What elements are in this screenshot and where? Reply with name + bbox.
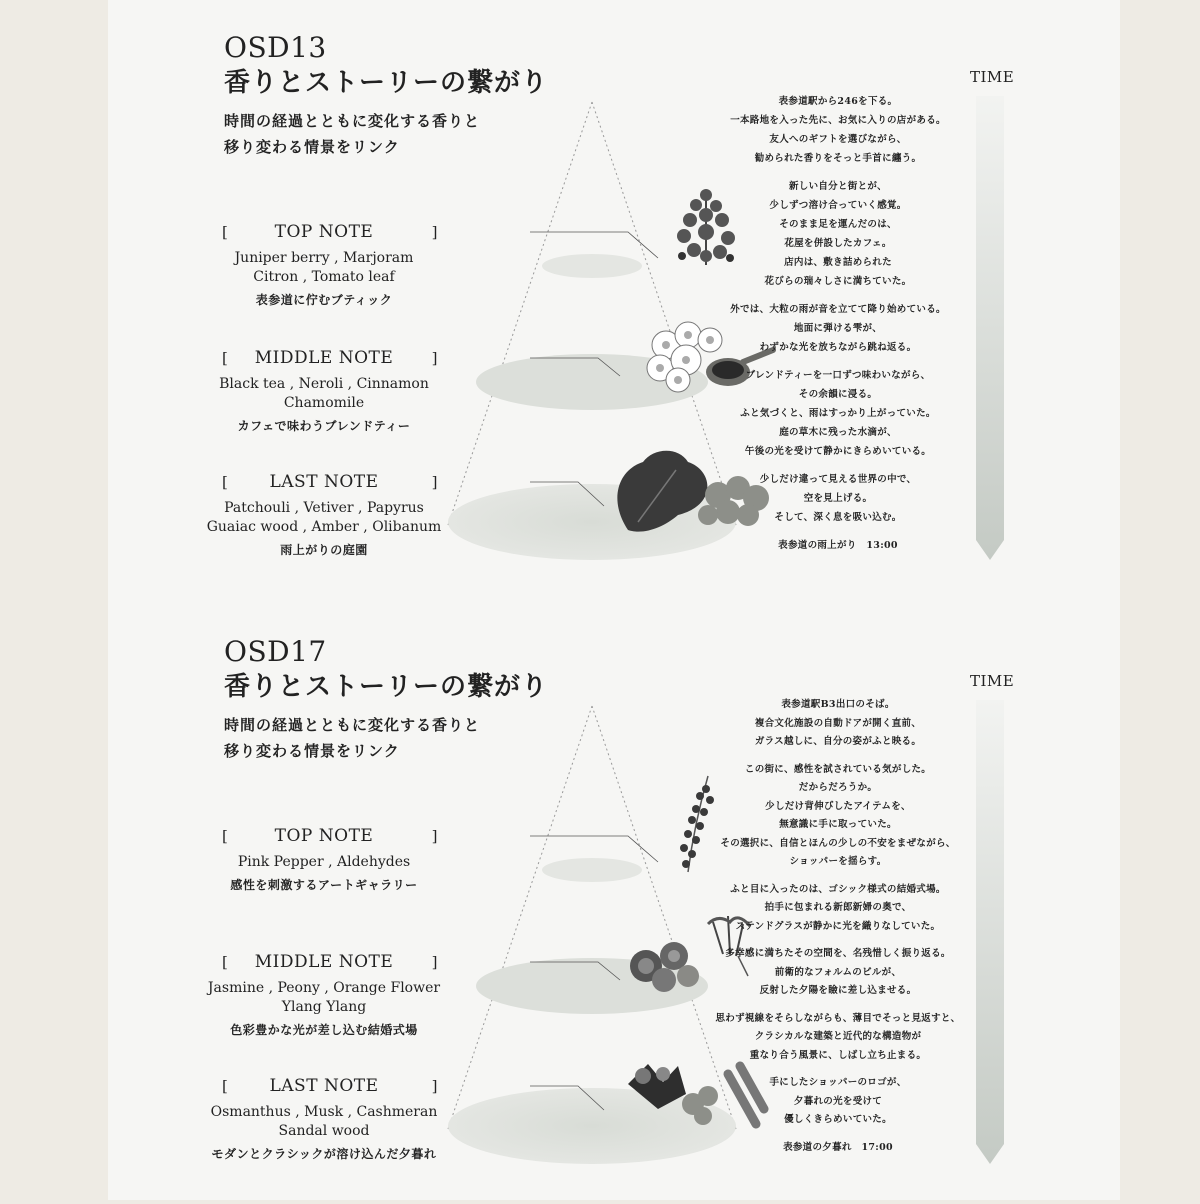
- story-line: 拍手に包まれる新郎新婦の奥で、: [764, 902, 912, 913]
- last-note: [204, 1075, 444, 1163]
- subtitle-line: 時間の経過とともに変化する香りと: [224, 112, 481, 130]
- story-line: 無意識に手に取っていた。: [779, 819, 897, 830]
- page: [108, 0, 1120, 1200]
- story-line: 優しくきらめいていた。: [784, 1114, 892, 1125]
- story-text: [708, 696, 968, 1157]
- note-label: MIDDLE NOTE: [254, 952, 394, 972]
- story-line: 店内は、敷き詰められた: [784, 257, 892, 268]
- ingredient-line: Juniper berry , Marjoram: [234, 250, 414, 266]
- bracket-right-icon: ]: [431, 827, 438, 845]
- story-paragraph: [708, 945, 968, 1001]
- ingredient-line: Pink Pepper , Aldehydes: [237, 854, 411, 870]
- ingredient-line: Ylang Ylang: [281, 999, 367, 1015]
- story-line: クラシカルな建築と近代的な構造物が: [754, 1031, 922, 1042]
- story-line: その選択に、自信とほんの少しの不安をまぜながら、: [720, 837, 956, 849]
- story-line: 少しだけ違って見える世界の中で、: [759, 474, 917, 485]
- story-line: 表参道駅から246を下る。: [778, 96, 898, 107]
- bracket-left-icon: [: [222, 473, 229, 491]
- section-osd13: [108, 0, 1120, 600]
- bracket-right-icon: ]: [431, 349, 438, 367]
- ingredient-line: Black tea , Neroli , Cinnamon: [219, 376, 429, 392]
- story-line: そして、深く息を吸い込む。: [774, 512, 902, 523]
- time-label: TIME: [970, 68, 1015, 86]
- bracket-left-icon: [: [222, 827, 229, 845]
- note-place: カフェで味わうブレンドティー: [237, 419, 411, 433]
- story-paragraph: [708, 696, 968, 752]
- ingredient-line: Patchouli , Vetiver , Papyrus: [224, 500, 424, 516]
- story-line: 多幸感に満ちたその空間を、名残惜しく振り返る。: [725, 948, 951, 959]
- subtitle-line: 時間の経過とともに変化する香りと: [224, 716, 481, 734]
- bracket-right-icon: ]: [431, 1077, 438, 1095]
- story-paragraph: [708, 470, 968, 527]
- section-title: 香りとストーリーの繋がり: [224, 68, 549, 98]
- story-line: 空を見上げる。: [803, 493, 873, 504]
- note-place: 色彩豊かな光が差し込む結婚式場: [230, 1023, 418, 1037]
- bracket-left-icon: [: [222, 1077, 229, 1095]
- note-place: 表参道に佇むブティック: [255, 293, 393, 307]
- ingredient-line: Chamomile: [283, 395, 365, 411]
- story-line: 夕暮れの光を受けて: [793, 1095, 883, 1107]
- story-line: 一本路地を入った先に、お気に入りの店がある。: [730, 115, 946, 126]
- product-code: OSD17: [224, 635, 327, 668]
- story-line: 手にしたショッパーのロゴが、: [769, 1077, 907, 1088]
- note-label: TOP NOTE: [274, 222, 374, 242]
- story-line: ステンドグラスが静かに光を織りなしていた。: [735, 920, 941, 932]
- pyramid-edge-left: [448, 706, 592, 1129]
- story-line: わずかな光を放ちながら跳ね返る。: [759, 342, 917, 353]
- story-line: 庭の草木に残った水滴が、: [779, 427, 897, 438]
- last-note: [204, 471, 444, 559]
- story-paragraph: [708, 300, 968, 357]
- bracket-right-icon: ]: [431, 953, 438, 971]
- subtitle-line: 移り変わる情景をリンク: [224, 742, 400, 760]
- story-line: 午後の光を受けて静かにきらめいている。: [744, 446, 932, 457]
- ingredient-line: Osmanthus , Musk , Cashmeran: [210, 1104, 438, 1120]
- time-arrow-icon: [974, 700, 1006, 1166]
- story-line: 思わず視線をそらしながらも、薄目でそっと見返すと、: [715, 1012, 961, 1024]
- bracket-left-icon: [: [222, 953, 229, 971]
- bracket-right-icon: ]: [431, 473, 438, 491]
- note-label: MIDDLE NOTE: [254, 348, 394, 368]
- note-place: 感性を刺激するアートギャラリー: [230, 878, 418, 892]
- ingredient-line: Jasmine , Peony , Orange Flower: [207, 980, 441, 996]
- bracket-left-icon: [: [222, 349, 229, 367]
- ingredient-line: Citron , Tomato leaf: [253, 269, 395, 285]
- story-line: 少しずつ溶け合っていく感覚。: [769, 200, 907, 211]
- story-line: この街に、感性を試されている気がした。: [744, 763, 932, 775]
- product-code: OSD13: [224, 31, 327, 64]
- middle-note: [204, 951, 444, 1039]
- story-line: その余韻に浸る。: [798, 389, 878, 400]
- pyramid-edge-left: [448, 102, 592, 525]
- story-line: 地面に弾ける雫が、: [793, 323, 883, 334]
- note-place: モダンとクラシックが溶け込んだ夕暮れ: [211, 1147, 437, 1161]
- note-place: 雨上がりの庭園: [280, 543, 368, 557]
- story-paragraph: [708, 177, 968, 291]
- bracket-right-icon: ]: [431, 223, 438, 241]
- story-paragraph: [708, 1074, 968, 1130]
- story-line: 重なり合う風景に、しばし立ち止まる。: [749, 1049, 927, 1061]
- story-paragraph: [708, 1010, 968, 1066]
- top-note-ellipse: [542, 858, 642, 882]
- story-line: 前衛的なフォルムのビルが、: [774, 966, 902, 978]
- story-line: 反射した夕陽を瞼に差し込ませる。: [759, 985, 917, 996]
- story-line: ショッパーを揺らす。: [789, 856, 887, 867]
- story-line: ブレンドティーを一口ずつ味わいながら、: [745, 370, 931, 381]
- story-line: ガラス越しに、自分の姿がふと映る。: [754, 736, 922, 747]
- top-note: [204, 221, 444, 309]
- time-arrow-icon: [974, 96, 1006, 562]
- story-signature: 表参道の夕暮れ 17:00: [783, 1141, 893, 1153]
- story-line: 新しい自分と街とが、: [788, 181, 887, 192]
- story-paragraph: [708, 881, 968, 937]
- bracket-left-icon: [: [222, 223, 229, 241]
- story-line: 少しだけ背伸びしたアイテムを、: [765, 800, 911, 812]
- top-note-ellipse: [542, 254, 642, 278]
- story-line: ふと気づくと、雨はすっかり上がっていた。: [740, 408, 936, 419]
- note-label: LAST NOTE: [269, 472, 379, 492]
- story-line: そのまま足を運んだのは、: [779, 219, 897, 230]
- story-line: 花屋を併設したカフェ。: [784, 238, 892, 249]
- story-paragraph: [708, 92, 968, 168]
- section-osd17: [108, 604, 1120, 1204]
- top-note: [204, 825, 444, 894]
- story-line: 複合文化施設の自動ドアが開く直前、: [754, 717, 922, 729]
- story-line: 表参道駅B3出口のそば。: [781, 699, 895, 710]
- story-paragraph: [708, 366, 968, 461]
- story-line: 勧められた香りをそっと手首に纏う。: [754, 153, 922, 164]
- story-line: 友人へのギフトを選びながら、: [769, 134, 907, 145]
- ingredient-line: Sandal wood: [278, 1123, 370, 1139]
- note-label: TOP NOTE: [274, 826, 374, 846]
- story-text: [708, 92, 968, 555]
- ingredient-line: Guaiac wood , Amber , Olibanum: [206, 519, 442, 535]
- story-paragraph: [708, 761, 968, 872]
- section-title: 香りとストーリーの繋がり: [224, 672, 549, 702]
- time-label: TIME: [970, 672, 1015, 690]
- story-line: ふと目に入ったのは、ゴシック様式の結婚式場。: [730, 883, 946, 895]
- middle-note: [204, 347, 444, 435]
- story-line: 花びらの瑞々しさに満ちていた。: [764, 276, 912, 287]
- subtitle-line: 移り変わる情景をリンク: [224, 138, 400, 156]
- story-signature: 表参道の雨上がり 13:00: [778, 540, 898, 551]
- story-line: 外では、大粒の雨が音を立てて降り始めている。: [730, 304, 946, 315]
- note-label: LAST NOTE: [269, 1076, 379, 1096]
- story-line: だからだろうか。: [798, 782, 878, 793]
